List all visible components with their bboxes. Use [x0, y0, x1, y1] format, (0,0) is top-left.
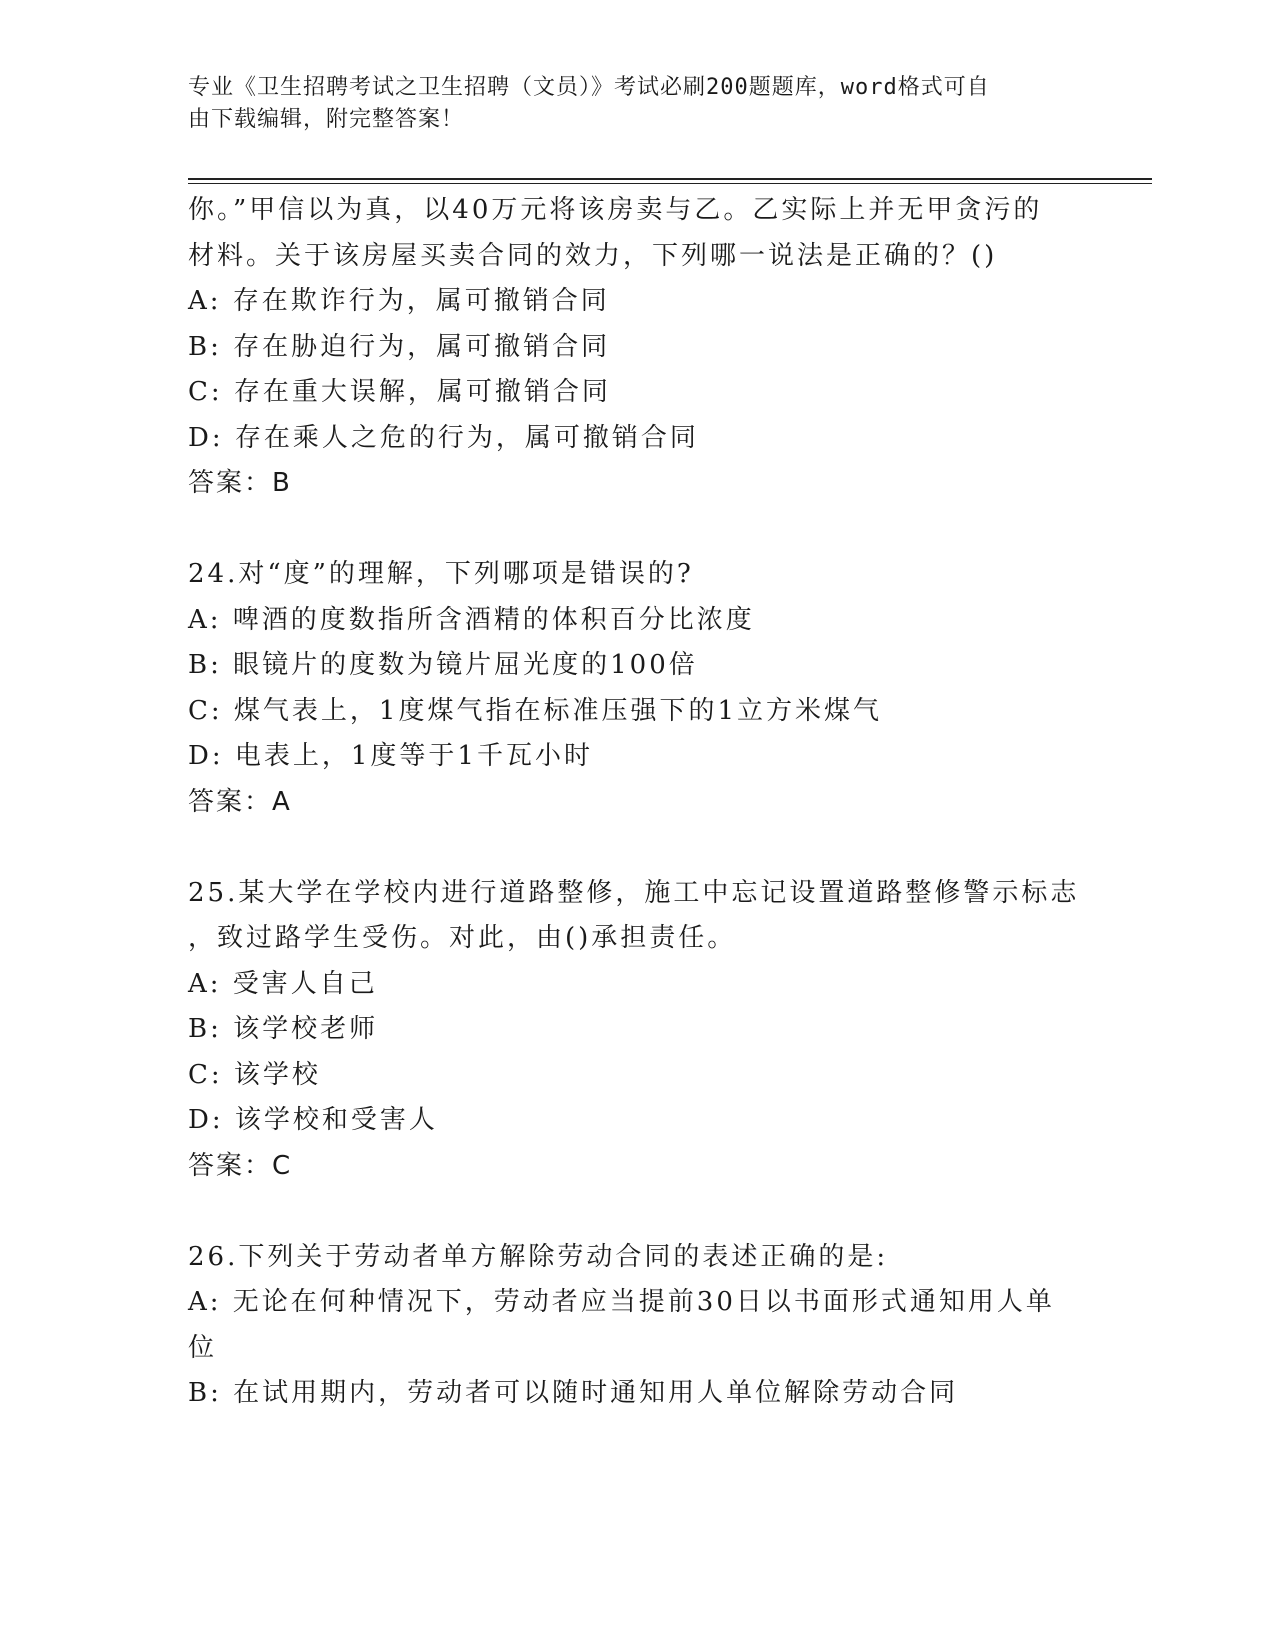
answer-label: 答案： [188, 468, 273, 498]
option-d: D: 电表上，1度等于1千瓦小时 [188, 741, 593, 771]
document-header [188, 72, 1068, 136]
question-block [188, 1235, 1088, 1417]
question-list [188, 188, 1088, 1417]
option-d: D: 该学校和受害人 [188, 1105, 438, 1135]
answer-line [188, 1144, 1088, 1190]
question-text: 26.下列关于劳动者单方解除劳动合同的表述正确的是: [188, 1241, 889, 1272]
option-b: B: 在试用期内，劳动者可以随时通知用人单位解除劳动合同 [188, 1378, 959, 1408]
answer-value: B [272, 468, 291, 498]
header-rule-thin [188, 183, 1152, 184]
question-text: 你。”甲信以为真，以40万元将该房卖与乙。乙实际上并无甲贪污的 [188, 195, 1043, 225]
option-c: C: 煤气表上，1度煤气指在标准压强下的1立方米煤气 [188, 695, 883, 726]
question-text: 材料。关于该房屋买卖合同的效力，下列哪一说法是正确的？() [188, 240, 998, 271]
answer-line [188, 461, 1088, 507]
option-c: C: 该学校 [188, 1059, 321, 1090]
option-b: B: 存在胁迫行为，属可撤销合同 [188, 331, 611, 362]
option-a: A: 无论在何种情况下，劳动者应当提前30日以书面形式通知用人单 [188, 1287, 1055, 1317]
question-text: 24.对“度”的理解，下列哪项是错误的? [188, 559, 694, 589]
question-block [188, 188, 1088, 507]
option-a: A: 啤酒的度数指所含酒精的体积百分比浓度 [188, 604, 755, 635]
option-a-continued: 位 [188, 1332, 218, 1363]
answer-label: 答案： [188, 1150, 273, 1181]
question-block [188, 552, 1088, 825]
header-rule-thick [188, 178, 1152, 180]
option-c: C: 存在重大误解，属可撤销合同 [188, 377, 611, 407]
option-a: A: 存在欺诈行为，属可撤销合同 [188, 286, 610, 316]
header-line-2: 由下载编辑，附完整答案！ [188, 107, 465, 132]
answer-value: C [272, 1150, 292, 1181]
answer-label: 答案： [188, 786, 273, 817]
option-b: B: 眼镜片的度数为镜片屈光度的100倍 [188, 650, 698, 680]
answer-line [188, 780, 1088, 826]
option-a: A: 受害人自己 [188, 968, 378, 999]
option-d: D: 存在乘人之危的行为，属可撤销合同 [188, 422, 699, 453]
question-text: 25.某大学在学校内进行道路整修，施工中忘记设置道路整修警示标志 [188, 877, 1080, 908]
header-line-1: 专业《卫生招聘考试之卫生招聘（文员）》考试必刷200题题库，word格式可自 [188, 75, 990, 100]
question-block [188, 871, 1088, 1190]
answer-value: A [272, 786, 291, 817]
option-b: B: 该学校老师 [188, 1014, 379, 1044]
question-text: ，致过路学生受伤。对此，由()承担责任。 [188, 923, 737, 953]
